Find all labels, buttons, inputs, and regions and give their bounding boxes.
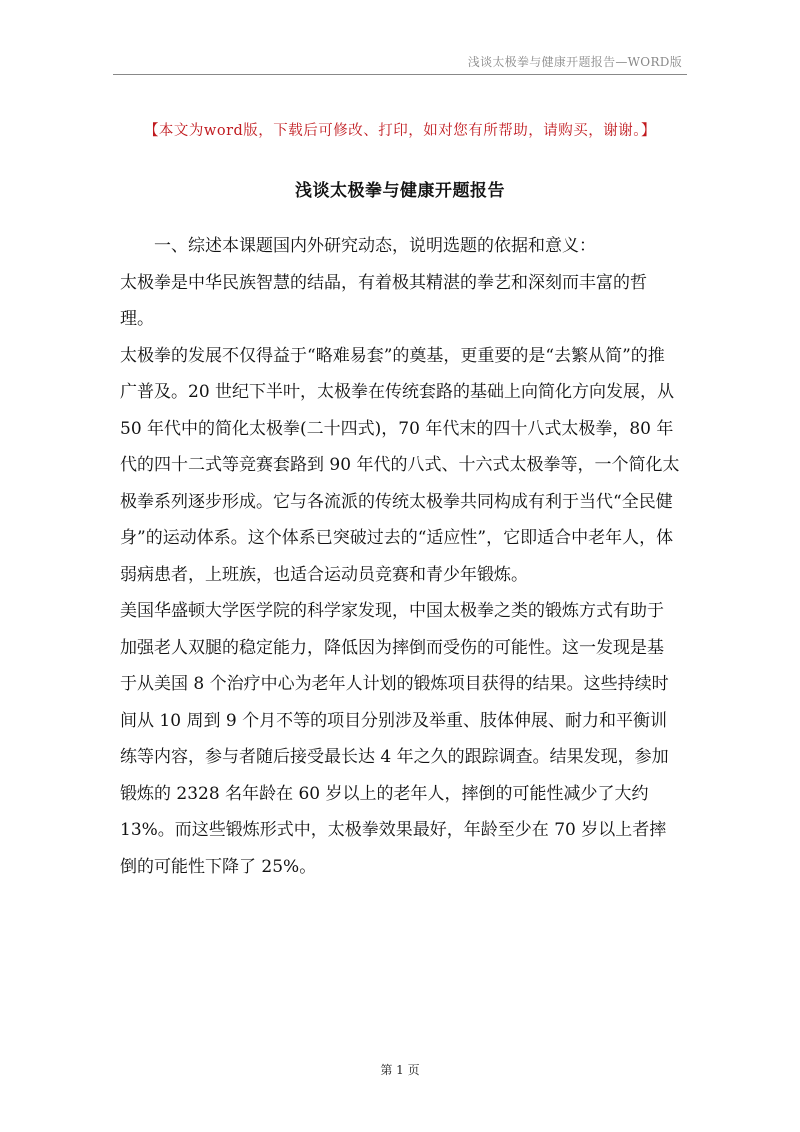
download-notice: 【本文为word版，下载后可修改、打印，如对您有所帮助，请购买，谢谢。】 xyxy=(143,123,657,139)
body-paragraph: 太极拳的发展不仅得益于“略难易套”的奠基，更重要的是“去繁从简”的推广普及。20 世纪下半叶，太极拳在传统套路的基础上向简化方向发展，从 50 年代中的简化太极拳(二十四式)，70 年代末的四十八式太极拳，80 年代的四十二式等竞赛套路到 90 年代的八式、十六式太极拳等，一个简化太极拳系列逐步形成。它与各流派的传统太极拳共同构成有利于当代“全民健身”的运动体系。这个体系已突破过去的“适应性”，它即适合中老年人，体弱病患者，上班族，也适合运动员竞赛和青少年锻炼。 xyxy=(120,345,680,585)
section-heading: 一、综述本课题国内外研究动态，说明选题的依据和意义： xyxy=(154,236,596,256)
body-paragraph: 太极拳是中华民族智慧的结晶，有着极其精湛的拳艺和深刻而丰富的哲理。 xyxy=(120,272,647,329)
body-paragraph: 美国华盛顿大学医学院的科学家发现，中国太极拳之类的锻炼方式有助于加强老人双腿的稳定能力，降低因为摔倒而受伤的可能性。这一发现是基于从美国 8 个治疗中心为老年人计划的锻炼项目获得的结果。这些持续时间从 10 周到 9 个月不等的项目分别涉及举重、肢体伸展、耐力和平衡训练等内容，参与者随后接受最长达 4 年之久的跟踪调查。结果发现，参加锻炼的 2328 名年龄在 60 岁以上的老年人，摔倒的可能性减少了大约 13%。而这些锻炼形式中，太极拳效果最好，年龄至少在 70 岁以上者摔倒的可能性下降了 25%。 xyxy=(120,601,669,877)
document-body xyxy=(120,228,680,885)
running-header: 浅谈太极拳与健康开题报告—WORD版 xyxy=(467,55,682,69)
header-divider xyxy=(113,74,687,75)
page-number: 第 1 页 xyxy=(380,1063,420,1077)
document-title: 浅谈太极拳与健康开题报告 xyxy=(295,181,505,201)
